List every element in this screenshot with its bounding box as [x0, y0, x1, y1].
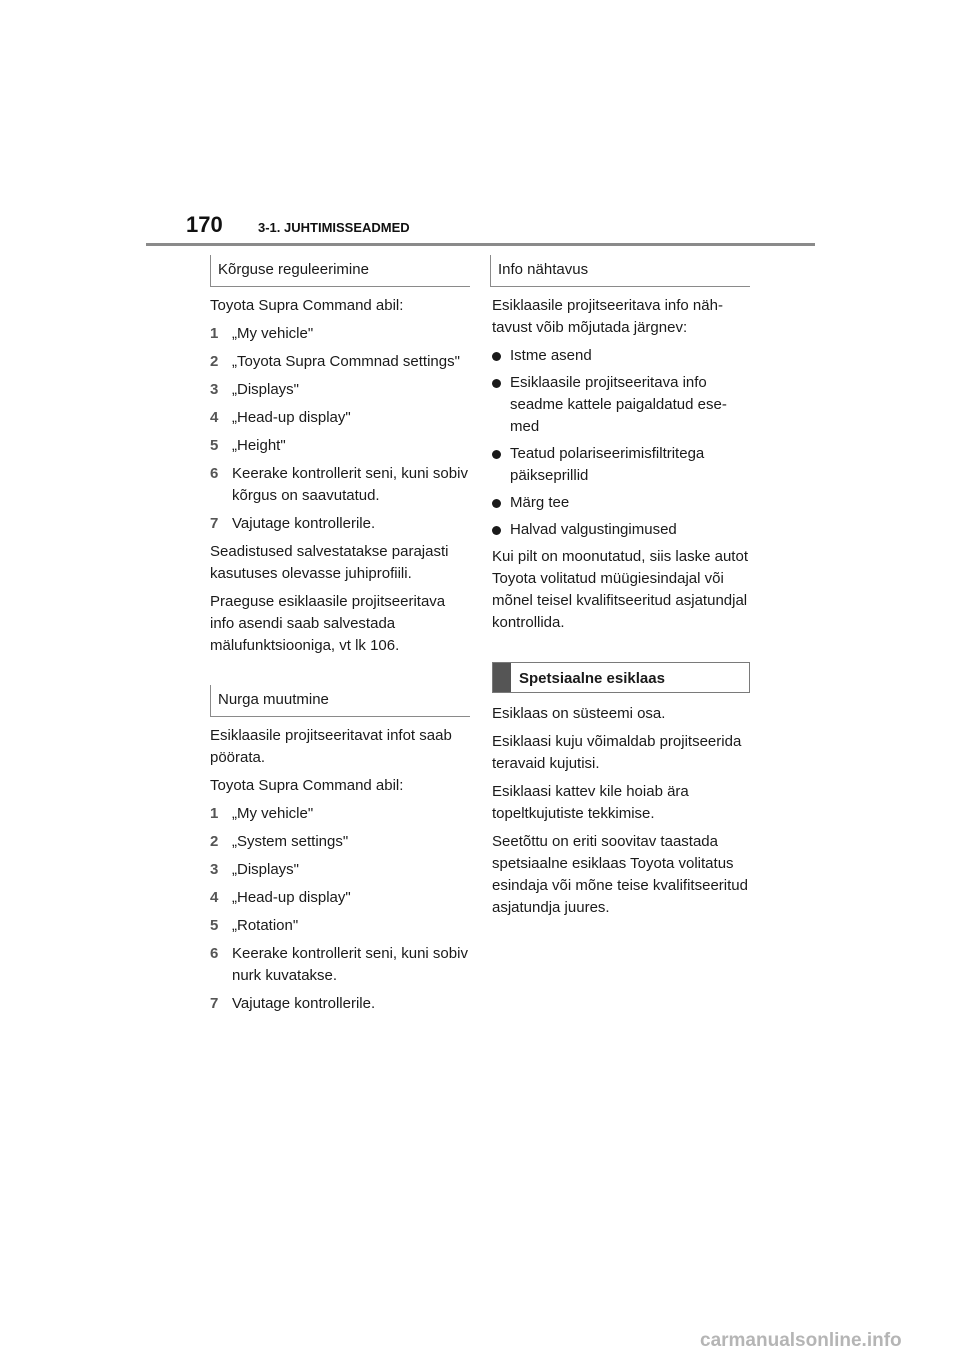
- bullet-text: Halvad valgustingimused: [510, 521, 677, 538]
- special-para: Esiklaasi kuju võimaldab projitseerida teravaid kujutisi.: [492, 733, 742, 772]
- special-para: Seetõttu on eriti soovitav taastada spetsiaalne esiklaas Toyota volitatus esindaja või mõne teise kvalifitseeritud asjatundja juures.: [492, 833, 748, 916]
- angle-subheading: Nurga muutmine: [210, 685, 470, 717]
- step-item: [210, 859, 470, 881]
- step-text: „Head-up display": [232, 409, 351, 426]
- step-number: 4: [210, 409, 219, 426]
- bullet-icon: [492, 372, 510, 438]
- step-item: [210, 831, 470, 853]
- bullet-item: [492, 443, 750, 487]
- bullet-icon: [492, 519, 510, 541]
- step-text: „My vehicle": [232, 325, 314, 342]
- step-text: „Displays": [232, 381, 300, 398]
- step-number: 2: [210, 353, 219, 370]
- special-para: Esiklaas on süsteemi osa.: [492, 705, 666, 722]
- step-number: 1: [210, 805, 219, 822]
- step-number: 6: [210, 465, 219, 482]
- step-number: 4: [210, 889, 219, 906]
- step-text: Vajutage kontrollerile.: [232, 995, 376, 1012]
- bullet-item: [492, 492, 750, 514]
- step-number: 7: [210, 515, 219, 532]
- visibility-note: Kui pilt on moonutatud, siis laske autot Toyota volitatud müügiesindajal või mõnel teisel kvalifitseeritud asjatundjal kontrollida.: [492, 548, 748, 631]
- special-windshield-heading: [492, 662, 750, 693]
- step-item: [210, 463, 470, 507]
- step-item: [210, 407, 470, 429]
- step-item: [210, 803, 470, 825]
- step-item: [210, 943, 470, 987]
- step-text: Keerake kontrollerit seni, kuni sobiv kõrgus on saavutatud.: [232, 465, 468, 504]
- right-column: [492, 255, 750, 925]
- height-intro: Toyota Supra Command abil:: [210, 297, 404, 314]
- bullet-item: [492, 345, 750, 367]
- special-para: Esiklaasi kattev kile hoiab ära topeltkujutiste tekkimise.: [492, 783, 689, 822]
- step-text: „Height": [232, 437, 286, 454]
- step-number: 7: [210, 995, 219, 1012]
- step-number: 5: [210, 917, 219, 934]
- step-item: [210, 513, 470, 535]
- visibility-intro: Esiklaasile projitseeritava info nähtavust võib mõjutada järgnev:: [492, 297, 723, 336]
- bullet-text: Istme asend: [510, 347, 592, 364]
- step-text: „System settings": [232, 833, 349, 850]
- bullet-text: Esiklaasile projitseeritava info seadme kattele paigaldatud esemed: [510, 374, 727, 435]
- step-text: Vajutage kontrollerile.: [232, 515, 376, 532]
- bullet-text: Teatud polariseerimisfiltritega päikseprillid: [510, 445, 705, 484]
- step-item: [210, 993, 470, 1015]
- step-number: 6: [210, 945, 219, 962]
- step-number: 2: [210, 833, 219, 850]
- visibility-subheading: Info nähtavus: [490, 255, 750, 287]
- bullet-text: Märg tee: [510, 494, 570, 511]
- step-text: „Head-up display": [232, 889, 351, 906]
- angle-intro: Esiklaasile projitseeritavat infot saab pöörata.: [210, 727, 452, 766]
- step-text: „My vehicle": [232, 805, 314, 822]
- height-subheading: Kõrguse reguleerimine: [210, 255, 470, 287]
- bullet-icon: [492, 345, 510, 367]
- page-number: 170: [186, 212, 223, 237]
- left-column: [210, 255, 470, 1021]
- angle-command-intro: Toyota Supra Command abil:: [210, 777, 404, 794]
- step-item: [210, 435, 470, 457]
- step-text: „Displays": [232, 861, 300, 878]
- step-text: „Toyota Supra Commnad settings": [232, 353, 460, 370]
- step-number: 5: [210, 437, 219, 454]
- step-number: 1: [210, 325, 219, 342]
- bullet-icon: [492, 492, 510, 514]
- header-divider: [146, 243, 815, 246]
- watermark: carmanualsonline.info: [700, 1330, 902, 1351]
- step-text: Keerake kontrollerit seni, kuni sobiv nurk kuvatakse.: [232, 945, 468, 984]
- step-item: [210, 915, 470, 937]
- step-item: [210, 323, 470, 345]
- section-title: 3-1. JUHTIMISSEADMED: [258, 220, 410, 235]
- step-number: 3: [210, 861, 219, 878]
- step-item: [210, 887, 470, 909]
- bullet-icon: [492, 443, 510, 487]
- special-heading-label: Spetsiaalne esiklaas: [519, 670, 665, 687]
- step-item: [210, 379, 470, 401]
- step-text: „Rotation": [232, 917, 299, 934]
- step-number: 3: [210, 381, 219, 398]
- height-note-profile: Seadistused salvestatakse parajasti kasutuses olevasse juhiprofiili.: [210, 543, 449, 582]
- height-note-memory: Praeguse esiklaasile projitseeritava info asendi saab salvestada mälufunktsiooniga, vt lk 106.: [210, 593, 446, 654]
- bullet-item: [492, 372, 750, 438]
- bullet-item: [492, 519, 750, 541]
- step-item: [210, 351, 470, 373]
- heading-marker: [493, 663, 511, 692]
